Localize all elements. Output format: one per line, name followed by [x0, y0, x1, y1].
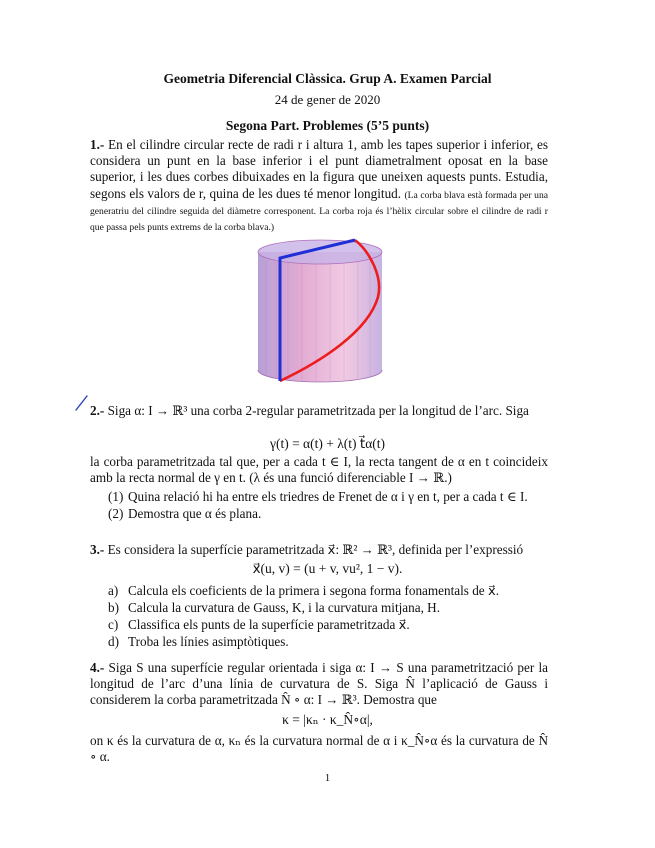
exam-date: 24 de gener de 2020: [274, 92, 381, 107]
problem-3-items: [108, 582, 548, 650]
exam-title: Geometria Diferencial Clàssica. Grup A. Examen Parcial: [163, 71, 492, 86]
problem-3-item: [108, 582, 548, 599]
problem-2-number: 2.-: [90, 403, 105, 418]
problem-4-body: on κ és la curvatura de α, κₙ és la curvatura normal de α i κ_N̂∘α és la curvatura de N̂ ∘ α.: [90, 733, 548, 765]
item-label: (2): [108, 506, 124, 521]
problem-2-intro-text: Siga α: I → ℝ³ una corba 2-regular parametritzada per la longitud de l’arc. Siga: [107, 403, 529, 418]
item-label: (1): [108, 489, 124, 504]
item-label: c): [108, 617, 119, 632]
section-heading: Segona Part. Problemes (5’5 punts): [225, 118, 430, 133]
problem-3-equation: x⃗(u, v) = (u + v, vu², 1 − v).: [252, 561, 403, 576]
item-text: Classifica els punts de la superfície parametritzada x⃗.: [128, 617, 410, 632]
problem-3-item: [108, 616, 548, 633]
problem-4-intro-text: Siga S una superfície regular orientada i siga α: I → S una parametrització per la longitud de l’arc d’una línia de curvatura de S. Siga N̂ l’aplicació de Gauss i considerem la corba parametritzada N̂ ∘ α: I → ℝ³. Demostra que: [90, 660, 548, 708]
item-text: Troba les línies asimptòtiques.: [128, 634, 289, 649]
problem-2-intro: [90, 403, 548, 419]
problem-4-intro: [90, 660, 548, 709]
problem-2-items: [108, 488, 548, 522]
item-text: Calcula els coeficients de la primera i segona forma fonamentals de x⃗.: [128, 583, 500, 598]
pen-mark: [72, 393, 92, 413]
problem-4-number: 4.-: [90, 660, 105, 675]
problem-3-item: [108, 599, 548, 616]
problem-2-equation: γ(t) = α(t) + λ(t) t⃗α(t): [269, 436, 386, 451]
item-label: a): [108, 583, 119, 598]
page-number: 1: [324, 772, 331, 784]
problem-3-number: 3.-: [90, 542, 105, 557]
problem-2-body: la corba parametritzada tal que, per a cada t ∈ I, la recta tangent de α en t coincideix amb la recta normal de γ en t. (λ és una funció diferenciable I → ℝ.): [90, 454, 548, 486]
problem-4-equation: κ = |κₙ · κ_N̂∘α|,: [282, 712, 373, 727]
problem-3-item: [108, 633, 548, 650]
item-label: d): [108, 634, 119, 649]
problem-1-note: (La corba blava està formada per una generatriu del cilindre seguida del diàmetre corresponent. La corba roja és l’hèlix circular sobre el cilindre de radi r que passa pels punts extrems de la corba blava.): [90, 189, 548, 234]
problem-2-item: [108, 505, 548, 522]
item-text: Calcula la curvatura de Gauss, K, i la curvatura mitjana, H.: [128, 600, 440, 615]
item-text: Demostra que α és plana.: [128, 506, 262, 521]
cylinder-figure: [250, 222, 390, 392]
problem-3-intro-text: Es considera la superfície parametritzada x⃗: ℝ² → ℝ³, definida per l’expressió: [107, 542, 524, 557]
problem-1-number: 1.-: [90, 137, 105, 152]
item-label: b): [108, 600, 119, 615]
item-text: Quina relació hi ha entre els triedres de Frenet de α i γ en t, per a cada t ∈ I.: [128, 489, 528, 504]
problem-1: [90, 137, 548, 234]
problem-1-text: En el cilindre circular recte de radi r i altura 1, amb les tapes superior i inferior, es considera un punt en la base inferior i el punt diametralment oposat en la base superior, i les dues corbes dibuixades en la figura que uneixen aquests punts. Estudia, segons els valors de r, quina de les dues té menor longitud.: [90, 137, 549, 201]
problem-2-item: [108, 488, 548, 505]
problem-3-intro: [90, 542, 548, 558]
